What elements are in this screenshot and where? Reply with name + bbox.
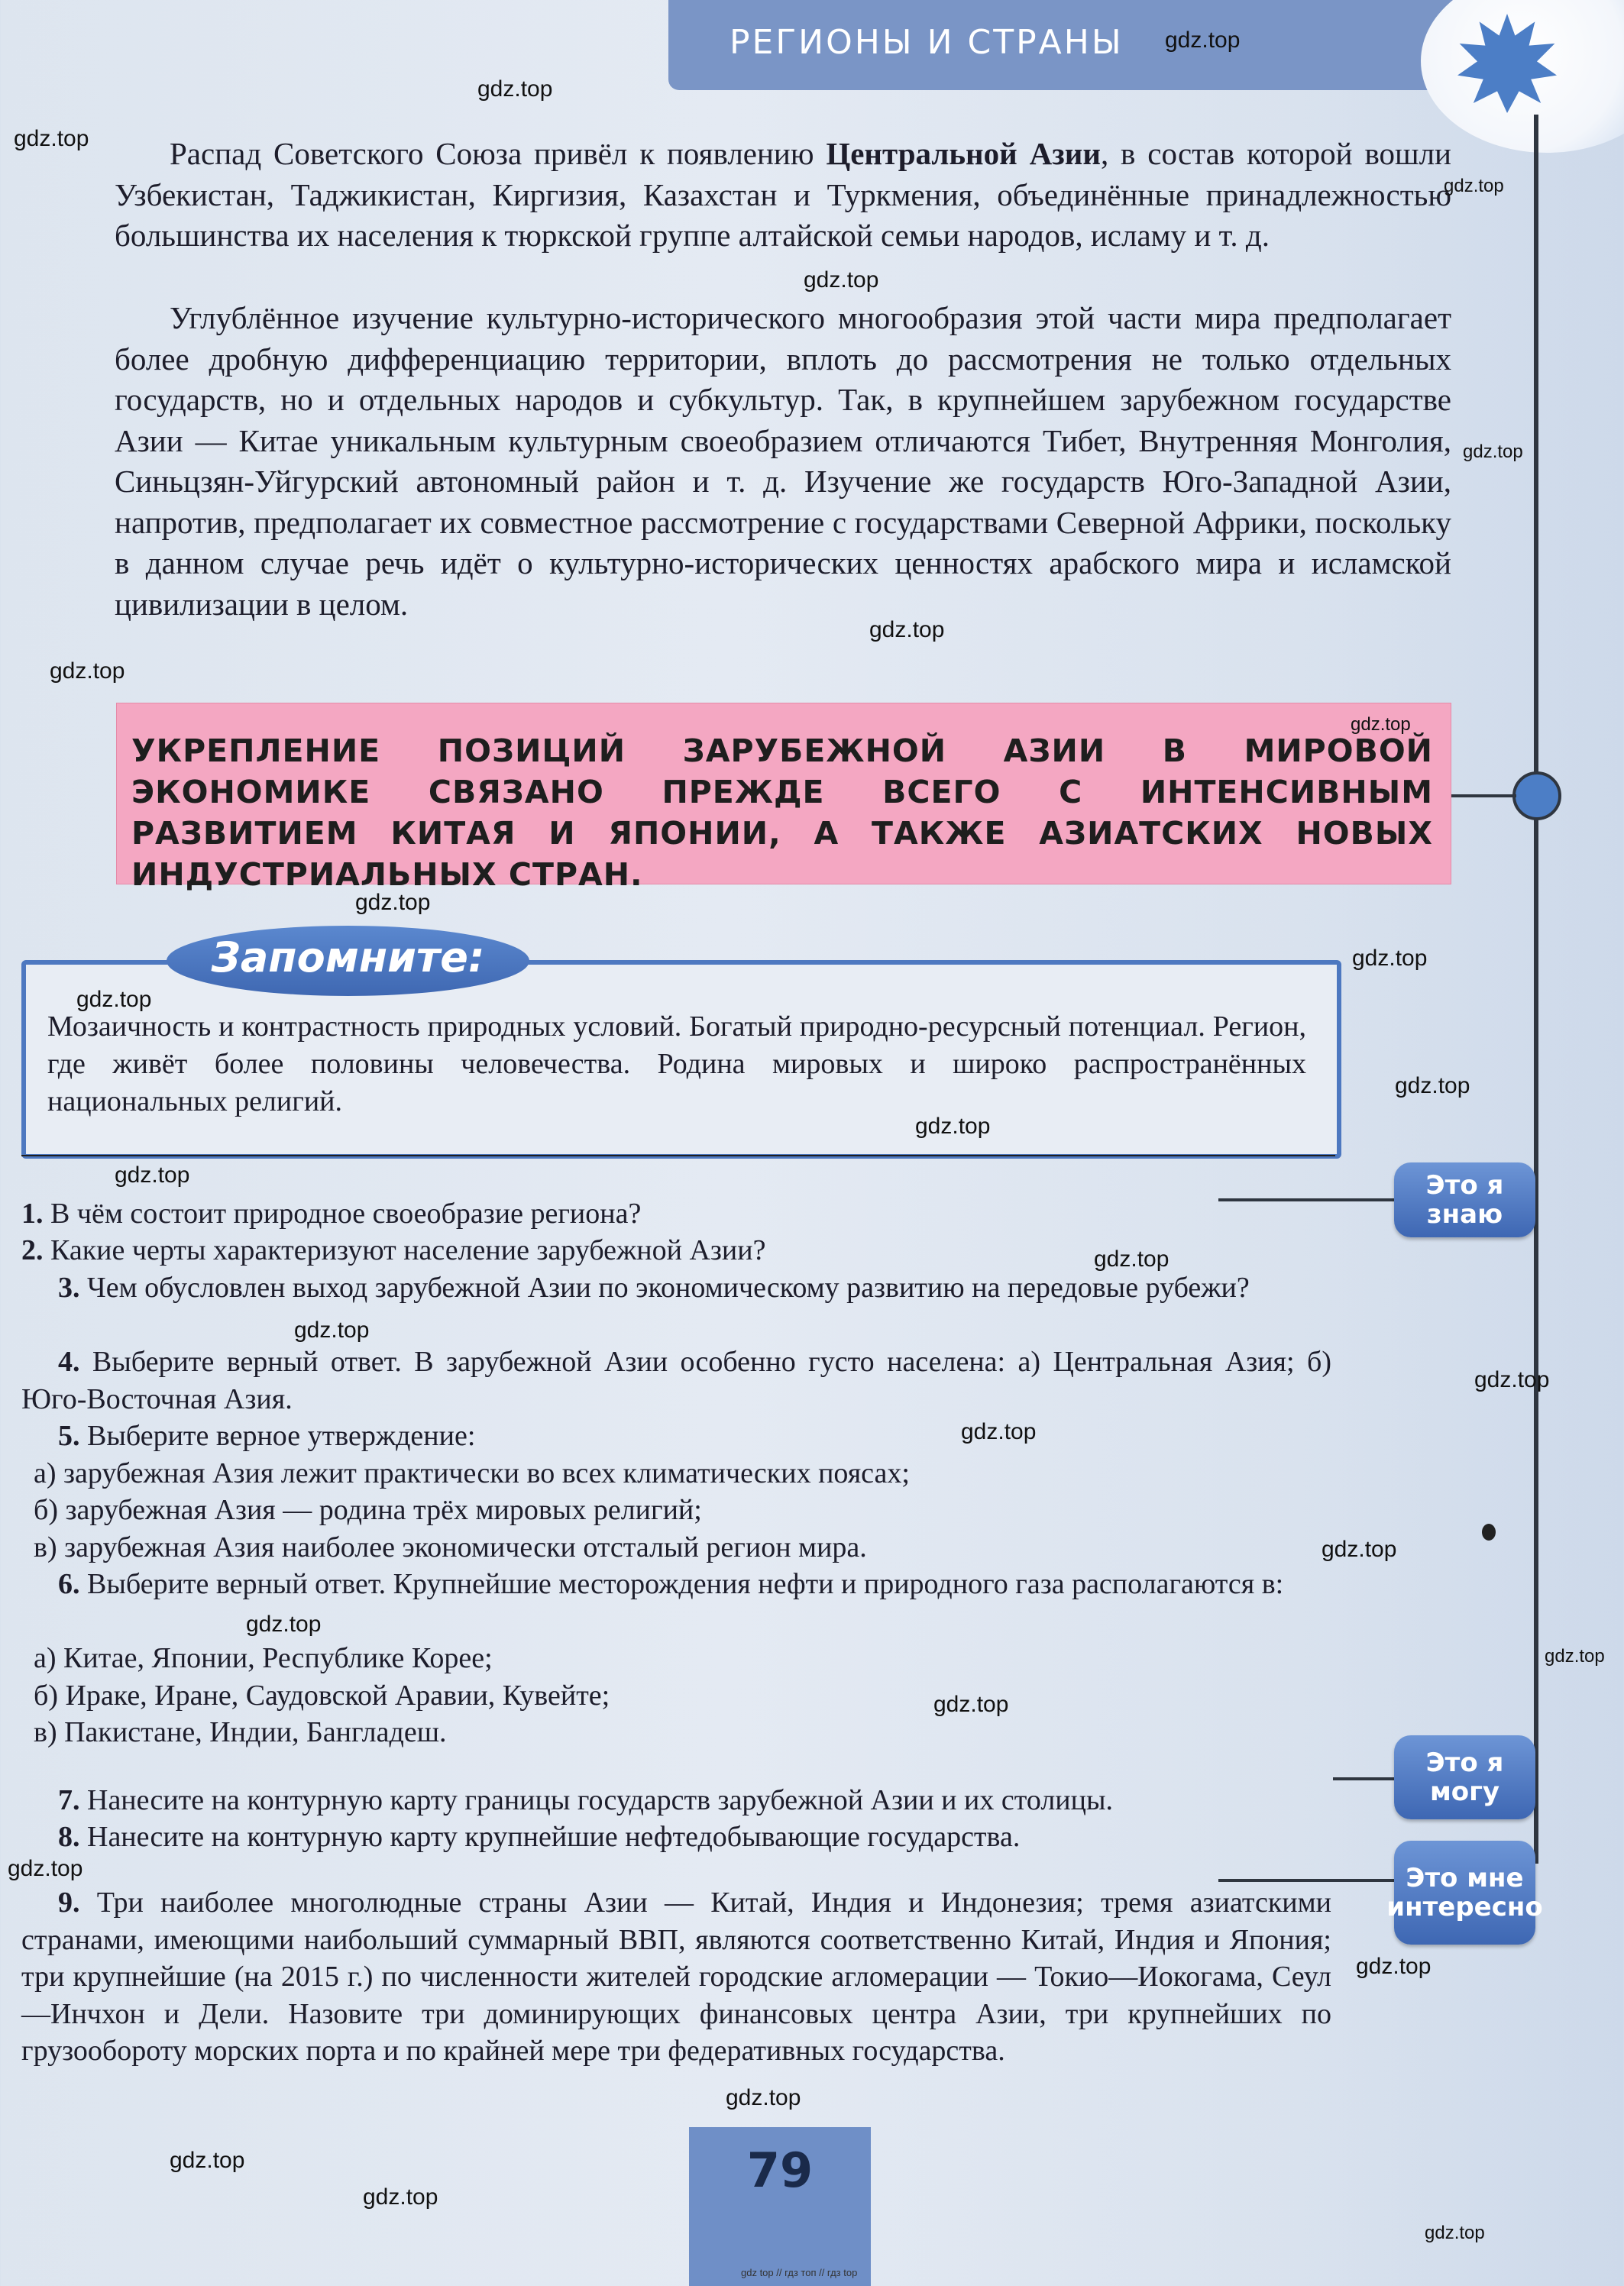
remember-text: Мозаичность и контрастность природных условий. Богатый природно-ресурсный потенциал. Регион, где живёт более половины человечества. Родина мировых и широко распространённых национальных религий. — [47, 1010, 1306, 1117]
star-icon — [1457, 14, 1557, 113]
remember-title: Запомните: — [211, 933, 485, 981]
watermark: gdz.top — [1165, 27, 1241, 53]
connector — [1218, 1879, 1396, 1882]
question-item: 4. Выберите верный ответ. В зарубежной Азии особенно густо населена: а) Центральная Азия; б) Юго-Восточная Азия. — [21, 1346, 1331, 1415]
page-number: 79 — [746, 2142, 814, 2198]
watermark: gdz.top — [1395, 1073, 1470, 1098]
question-item: 5. Выберите верное утверждение: — [58, 1420, 476, 1452]
question-item: 7. Нанесите на контурную карту границы государств зарубежной Азии и их столицы. — [58, 1784, 1113, 1816]
dot-mark — [1482, 1524, 1496, 1541]
question-item: 2. Какие черты характеризуют население зарубежной Азии? — [21, 1234, 766, 1266]
watermark: gdz.top — [1444, 176, 1504, 196]
interesting-button[interactable]: Это мне интересно — [1394, 1841, 1535, 1945]
divider — [21, 1155, 1335, 1156]
watermark: gdz.top — [246, 1612, 322, 1637]
watermark: gdz.top — [1425, 2223, 1485, 2243]
question-item: 6. Выберите верный ответ. Крупнейшие месторождения нефти и природного газа располагаются в: — [58, 1568, 1284, 1600]
watermark: gdz.top — [1322, 1537, 1397, 1562]
timeline-dot — [1512, 771, 1561, 820]
question-item: 3. Чем обусловлен выход зарубежной Азии по экономическому развитию на передовые рубежи? — [58, 1272, 1250, 1304]
connector — [1333, 1777, 1396, 1780]
bottom-note: gdz top // гдз топ // гдз top — [741, 2267, 858, 2278]
watermark: gdz.top — [170, 2148, 245, 2173]
question-item: 1. В чём состоит природное своеобразие региона? — [21, 1198, 642, 1230]
watermark: gdz.top — [76, 987, 152, 1012]
watermark: gdz.top — [804, 267, 879, 293]
watermark: gdz.top — [294, 1318, 370, 1343]
answer-option: а) Китае, Японии, Республике Корее; — [34, 1642, 493, 1674]
watermark: gdz.top — [1474, 1367, 1550, 1392]
section-title: РЕГИОНЫ И СТРАНЫ — [730, 23, 1124, 62]
watermark: gdz.top — [8, 1856, 83, 1881]
highlight-text: УКРЕПЛЕНИЕ ПОЗИЦИЙ ЗАРУБЕЖНОЙ АЗИИ В МИРОВОЙ ЭКОНОМИКЕ СВЯЗАНО ПРЕЖДЕ ВСЕГО С ИНТЕНСИВНЫМ РАЗВИТИЕМ КИТАЯ И ЯПОНИИ, А ТАКЖЕ АЗИАТСКИХ НОВЫХ ИНДУСТРИАЛЬНЫХ СТРАН. — [131, 732, 1433, 893]
paragraph-2: Углублённое изучение культурно-исторического многообразия этой части мира предполагает более дробную дифференциацию территории, вплоть до рассмотрения не только отдельных государств, но и отдельных народов и субкультур. Так, в крупнейшем зарубежном государстве Азии — Китае уникальным культурным своеобразием отличаются Тибет, Внутренняя Монголия, Синьцзян-Уйгурский автономный район и т. д. Изучение же государств Юго-Западной Азии, напротив, предполагает их совместное рассмотрение с государствами Северной Африки, поскольку в данном случае речь идёт о культурно-исторических ценностях арабского мира и исламской цивилизации в целом. — [115, 300, 1451, 622]
watermark: gdz.top — [915, 1114, 991, 1139]
watermark: gdz.top — [1356, 1954, 1432, 1979]
watermark: gdz.top — [726, 2085, 801, 2110]
connector — [1451, 794, 1516, 797]
can-button[interactable]: Это я могу — [1394, 1735, 1535, 1819]
watermark: gdz.top — [363, 2184, 438, 2210]
watermark: gdz.top — [14, 126, 89, 151]
watermark: gdz.top — [477, 76, 553, 102]
answer-option: в) зарубежная Азия наиболее экономически отсталый регион мира. — [34, 1531, 867, 1563]
answer-option: в) Пакистане, Индии, Бангладеш. — [34, 1716, 447, 1748]
watermark: gdz.top — [355, 890, 431, 915]
watermark: gdz.top — [1545, 1646, 1605, 1667]
watermark: gdz.top — [869, 617, 945, 642]
question-interesting: 9. Три наиболее многолюдные страны Азии — Китай, Индия и Индонезия; тремя азиатскими странами, имеющими наибольший суммарный ВВП, являются соответственно Китай, Индия и Япония; три крупнейшие (на 2015 г.) по численности жителей городские агломерации — Токио—Иокогама, Сеул—Инчхон и Дели. Назовите три доминирующих финансовых центра Азии, три крупнейших по грузообороту морских порта и по крайней мере три федеративных государства. — [21, 1887, 1331, 2067]
watermark: gdz.top — [115, 1162, 190, 1188]
watermark: gdz.top — [1351, 714, 1411, 735]
watermark: gdz.top — [1463, 441, 1523, 462]
answer-option: а) зарубежная Азия лежит практически во всех климатических поясах; — [34, 1457, 910, 1489]
answer-option: б) зарубежная Азия — родина трёх мировых религий; — [34, 1494, 702, 1526]
watermark: gdz.top — [933, 1692, 1009, 1717]
paragraph-1: Распад Советского Союза привёл к появлению Центральной Азии, в состав которой вошли Узбекистан, Таджикистан, Киргизия, Казахстан и Туркмения, объединённые принадлежностью большинства их населения к тюркской группе алтайской семьи народов, исламу и т. д. — [115, 136, 1451, 253]
timeline-line — [1534, 115, 1538, 1864]
answer-option: б) Ираке, Иране, Саудовской Аравии, Кувейте; — [34, 1680, 610, 1712]
watermark: gdz.top — [1352, 946, 1428, 971]
watermark: gdz.top — [961, 1419, 1037, 1444]
know-button[interactable]: Это я знаю — [1394, 1162, 1535, 1237]
question-item: 8. Нанесите на контурную карту крупнейшие нефтедобывающие государства. — [58, 1821, 1021, 1853]
watermark: gdz.top — [1094, 1246, 1169, 1272]
watermark: gdz.top — [50, 658, 125, 684]
